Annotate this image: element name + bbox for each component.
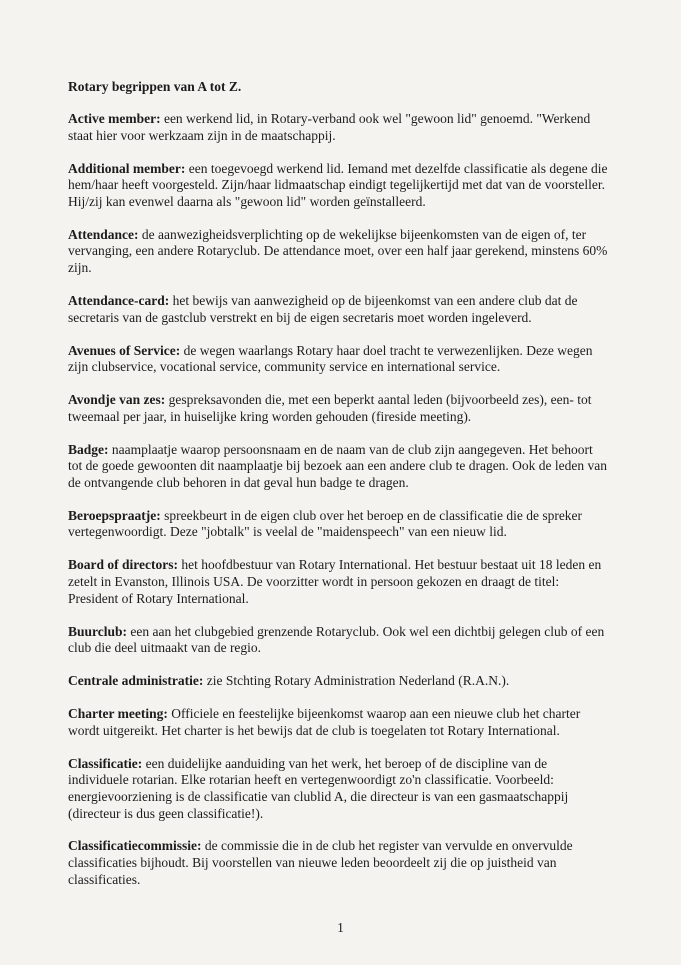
glossary-entry <box>68 756 608 822</box>
glossary-definition: het bewijs van aanwezigheid op de bijeenkomst van een andere club dat de secretaris van de gastclub verstrekt en bij de eigen secretaris moet worden ingeleverd. <box>68 292 578 325</box>
glossary-term: Classificatie: <box>68 755 143 771</box>
document-title: Rotary begrippen van A tot Z. <box>68 79 242 94</box>
glossary-term: Beroepspraatje: <box>68 507 161 523</box>
glossary-entry <box>68 508 608 541</box>
glossary-term: Charter meeting: <box>68 706 168 722</box>
glossary-term: Centrale administratie: <box>68 673 204 689</box>
glossary-term: Attendance: <box>68 226 139 242</box>
glossary-entry <box>68 557 608 607</box>
glossary-definition: naamplaatje waarop persoonsnaam en de naam van de club zijn aangegeven. Het behoort tot de goede gewoonten dit naamplaatje bij bezoek aan een andere club te dragen. Ook de leden van de ontvangende club behoren in dat geval hun badge te dragen. <box>68 441 608 490</box>
glossary-entry <box>68 293 608 326</box>
glossary-term: Classificatiecommissie: <box>68 838 202 854</box>
glossary-entry <box>68 838 608 888</box>
glossary-term: Attendance-card: <box>68 292 170 308</box>
glossary-term: Badge: <box>68 441 109 457</box>
glossary-entry <box>68 442 608 492</box>
document-content <box>68 78 608 905</box>
glossary-definition: een werkend lid, in Rotary-verband ook wel "gewoon lid" genoemd. "Werkend staat hier voor werkzaam zijn in de maatschappij. <box>68 111 591 143</box>
glossary-definition: de wegen waarlangs Rotary haar doel tracht te verwezenlijken. Deze wegen zijn clubservice, vocational service, community service en international service. <box>68 342 593 375</box>
glossary-definition: Officiele en feestelijke bijeenkomst waarop aan een nieuwe club het charter wordt uitgereikt. Het charter is het bewijs dat de club is toegelaten tot Rotary International. <box>68 706 581 738</box>
glossary-definition: een duidelijke aanduiding van het werk, het beroep of de discipline van de individuele rotarian. Elke rotarian heeft en vertegenwoordigt zo'n classificatie. Voorbeeld: energievoorziening is de classificatie van clublid A, die directeur is van een gasmaatschappij (directeur is dus geen classificatie!). <box>68 755 569 821</box>
glossary-entry <box>68 161 608 211</box>
glossary-definition: een toegevoegd werkend lid. Iemand met dezelfde classificatie als degene die hem/haar heeft voorgesteld. Zijn/haar lidmaatschap eindigt tegelijkertijd met dat van de voorsteller. Hij/zij kan evenwel daarna als "gewoon lid" worden geïnstalleerd. <box>68 160 608 209</box>
glossary-definition: het hoofdbestuur van Rotary International. Het bestuur bestaat uit 18 leden en zetelt in Evanston, Illinois USA. De voorzitter wordt in persoon gekozen en draagt de titel: President of Rotary International. <box>68 557 602 606</box>
glossary-term: Additional member: <box>68 160 186 176</box>
glossary-entry <box>68 624 608 657</box>
glossary-entry <box>68 706 608 739</box>
glossary-term: Board of directors: <box>68 557 178 573</box>
glossary-entry <box>68 111 608 144</box>
glossary-entry <box>68 673 608 690</box>
page-number: 1 <box>337 920 344 935</box>
glossary-entry <box>68 392 608 425</box>
glossary-list <box>68 111 608 888</box>
glossary-entry <box>68 343 608 376</box>
glossary-entry <box>68 227 608 277</box>
glossary-definition: zie Stchting Rotary Administration Nederland (R.A.N.). <box>206 673 510 689</box>
glossary-definition: spreekbeurt in de eigen club over het beroep en de classificatie die de spreker vertegenwoordigt. Deze "jobtalk" is veelal de "maidenspeech" van een nieuw lid. <box>68 507 583 540</box>
glossary-definition: de aanwezigheidsverplichting op de wekelijkse bijeenkomsten van de eigen of, ter vervanging, een andere Rotaryclub. De attendance moet, over een half jaar gerekend, minstens 60% zijn. <box>68 226 608 275</box>
glossary-definition: de commissie die in de club het register van vervulde en onvervulde classificaties bijhoudt. Bij voorstellen van nieuwe leden beoordeelt zij die op juistheid van classificaties. <box>68 838 573 887</box>
glossary-term: Active member: <box>68 111 161 126</box>
glossary-term: Avenues of Service: <box>68 342 181 358</box>
glossary-term: Buurclub: <box>68 623 128 639</box>
glossary-definition: gespreksavonden die, met een beperkt aantal leden (bijvoorbeeld zes), een- tot tweemaal per jaar, in huiselijke kring worden gehouden (fireside meeting). <box>68 392 592 424</box>
glossary-definition: een aan het clubgebied grenzende Rotaryclub. Ook wel een dichtbij gelegen club of een club die deel uitmaakt van de regio. <box>68 623 605 656</box>
glossary-term: Avondje van zes: <box>68 392 166 408</box>
